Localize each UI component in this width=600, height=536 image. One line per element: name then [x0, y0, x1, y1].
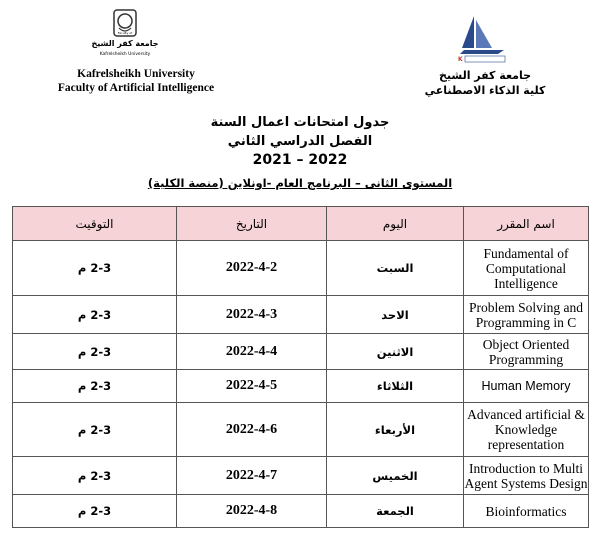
- document-titles: [150, 113, 450, 170]
- date-cell: 2022-4-6: [177, 403, 327, 457]
- course-cell: Human Memory: [464, 370, 589, 403]
- date-cell: 2022-4-7: [177, 457, 327, 495]
- header-course: اسم المقرر: [464, 207, 589, 241]
- faculty-en-line: Faculty of Artificial Intelligence: [57, 82, 215, 94]
- day-cell: الاحد: [327, 296, 464, 334]
- course-cell: Object Oriented Programming: [464, 334, 589, 370]
- day-cell: الخميس: [327, 457, 464, 495]
- table-row: [13, 457, 589, 495]
- exam-schedule-table: [12, 206, 589, 528]
- header-time: التوقيت: [13, 207, 177, 241]
- university-ar-line: جامعة كفر الشيخ: [438, 69, 532, 82]
- course-cell: Introduction to Multi Agent Systems Design: [464, 457, 589, 495]
- level-subtitle: المستوى الثانى – البرنامج العام -اونلاين (منصة الكلية): [147, 176, 453, 190]
- day-cell: الأربعاء: [327, 403, 464, 457]
- date-cell: 2022-4-8: [177, 495, 327, 528]
- day-cell: الجمعة: [327, 495, 464, 528]
- course-cell: Fundamental of Computational Intelligence: [464, 241, 589, 296]
- time-cell: 2-3 م: [13, 495, 177, 528]
- faculty-ar-line: كلية الذكاء الاصطناعي: [424, 84, 546, 97]
- header-day: اليوم: [327, 207, 464, 241]
- time-cell: 2-3 م: [13, 241, 177, 296]
- svg-text:Kafrelsheikh University: Kafrelsheikh University: [99, 52, 151, 57]
- date-cell: 2022-4-5: [177, 370, 327, 403]
- date-cell: 2022-4-3: [177, 296, 327, 334]
- course-cell: Problem Solving and Programming in C: [464, 296, 589, 334]
- table-row: [13, 495, 589, 528]
- semester-title: الفصل الدراسي الثاني: [227, 134, 373, 149]
- time-cell: 2-3 م: [13, 403, 177, 457]
- time-cell: 2-3 م: [13, 296, 177, 334]
- time-cell: 2-3 م: [13, 457, 177, 495]
- svg-text:Faculty of: Faculty of: [117, 31, 133, 35]
- table-row: [13, 296, 589, 334]
- academic-year: 2021 – 2022: [252, 152, 348, 168]
- time-cell: 2-3 م: [13, 334, 177, 370]
- table-header-row: [13, 207, 589, 241]
- course-cell: Advanced artificial & Knowledge representation: [464, 403, 589, 457]
- table-row: [13, 241, 589, 296]
- table-row: [13, 403, 589, 457]
- university-name-ar: [410, 68, 560, 98]
- svg-text:جامعة كفر الشيخ: جامعة كفر الشيخ: [91, 39, 159, 48]
- day-cell: الاثنين: [327, 334, 464, 370]
- day-cell: السبت: [327, 241, 464, 296]
- date-cell: 2022-4-2: [177, 241, 327, 296]
- date-cell: 2022-4-4: [177, 334, 327, 370]
- university-en-line: Kafrelsheikh University: [77, 68, 195, 80]
- time-cell: 2-3 م: [13, 370, 177, 403]
- faculty-ai-logo: [452, 14, 514, 64]
- course-cell: Bioinformatics: [464, 495, 589, 528]
- university-name-en: [36, 67, 236, 95]
- table-row: [13, 370, 589, 403]
- table-row: [13, 334, 589, 370]
- day-cell: الثلاثاء: [327, 370, 464, 403]
- header-date: التاريخ: [177, 207, 327, 241]
- exam-schedule-title: جدول امتحانات اعمال السنة: [210, 115, 390, 130]
- kafrelsheikh-university-logo: [91, 8, 159, 62]
- svg-text:K: K: [458, 56, 463, 63]
